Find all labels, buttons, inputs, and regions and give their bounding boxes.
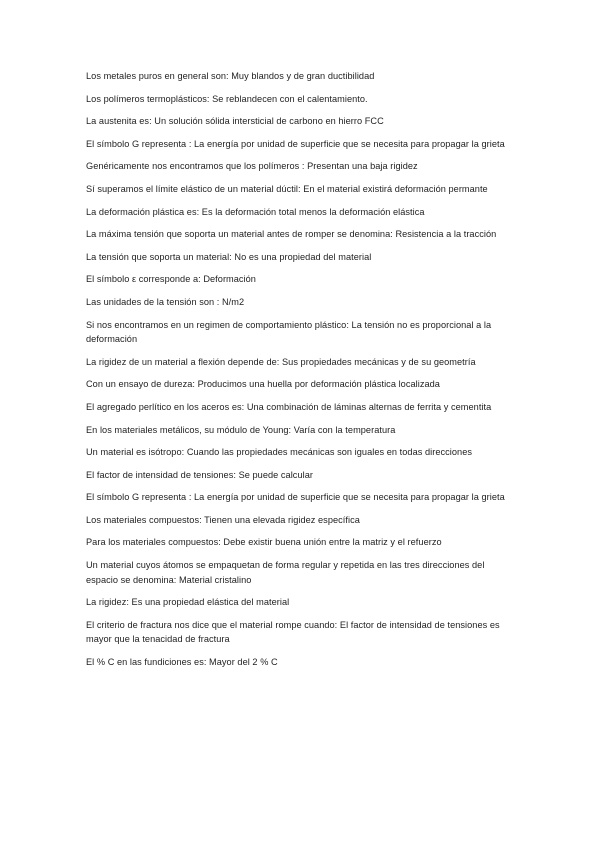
- text-line: Un material es isótropo: Cuando las propiedades mecánicas son iguales en todas direcciones: [86, 447, 472, 458]
- text-line: En los materiales metálicos, su módulo de Young: Varía con la temperatura: [86, 424, 396, 435]
- text-line: Los polímeros termoplásticos: Se reblandecen con el calentamiento.: [86, 93, 368, 104]
- text-line: La deformación plástica es: Es la deformación total menos la deformación elástica: [86, 206, 425, 217]
- text-line: El símbolo G representa : La energía por unidad de superficie que se necesita para propagar la grieta: [86, 492, 505, 503]
- text-line: La rigidez: Es una propiedad elástica del material: [86, 597, 290, 608]
- text-line: El criterio de fractura nos dice que el material rompe cuando: El factor de intensidad de tensiones es mayor que la tenacidad de fractura: [86, 619, 500, 645]
- text-line: El % C en las fundiciones es: Mayor del 2 % C: [86, 657, 278, 668]
- text-line: Los metales puros en general son: Muy blandos y de gran ductibilidad: [86, 71, 375, 81]
- text-line: Sí superamos el límite elástico de un material dúctil: En el material existirá deformación permante: [86, 183, 488, 194]
- text-line: El factor de intensidad de tensiones: Se puede calcular: [86, 469, 313, 480]
- text-line: El símbolo ε corresponde a: Deformación: [86, 274, 256, 285]
- text-line: Genéricamente nos encontramos que los polímeros : Presentan una baja rigidez: [86, 161, 418, 172]
- text-line: El agregado perlítico en los aceros es: Una combinación de láminas alternas de ferrita y cementita: [86, 401, 492, 412]
- text-line: Los materiales compuestos: Tienen una elevada rigidez específica: [86, 514, 360, 525]
- text-line: Con un ensayo de dureza: Producimos una huella por deformación plástica localizada: [86, 379, 440, 390]
- text-line: La tensión que soporta un material: No es una propiedad del material: [86, 251, 372, 262]
- text-line: La rigidez de un material a flexión depende de: Sus propiedades mecánicas y de su geometría: [86, 356, 476, 367]
- text-line: Si nos encontramos en un regimen de comportamiento plástico: La tensión no es proporcional a la deformación: [86, 319, 492, 345]
- text-line: Las unidades de la tensión son : N/m2: [86, 296, 245, 307]
- text-line: La austenita es: Un solución sólida intersticial de carbono en hierro FCC: [86, 116, 384, 127]
- document-content: [86, 69, 516, 678]
- text-line: Un material cuyos átomos se empaquetan de forma regular y repetida en las tres direcciones del espacio se denomina: Material cristalino: [86, 560, 485, 585]
- text-line: Para los materiales compuestos: Debe existir buena unión entre la matriz y el refuerzo: [86, 537, 442, 548]
- text-line: La máxima tensión que soporta un material antes de romper se denomina: Resistencia a la tracción: [86, 229, 497, 240]
- text-line: El símbolo G representa : La energía por unidad de superficie que se necesita para propagar la grieta: [86, 138, 505, 149]
